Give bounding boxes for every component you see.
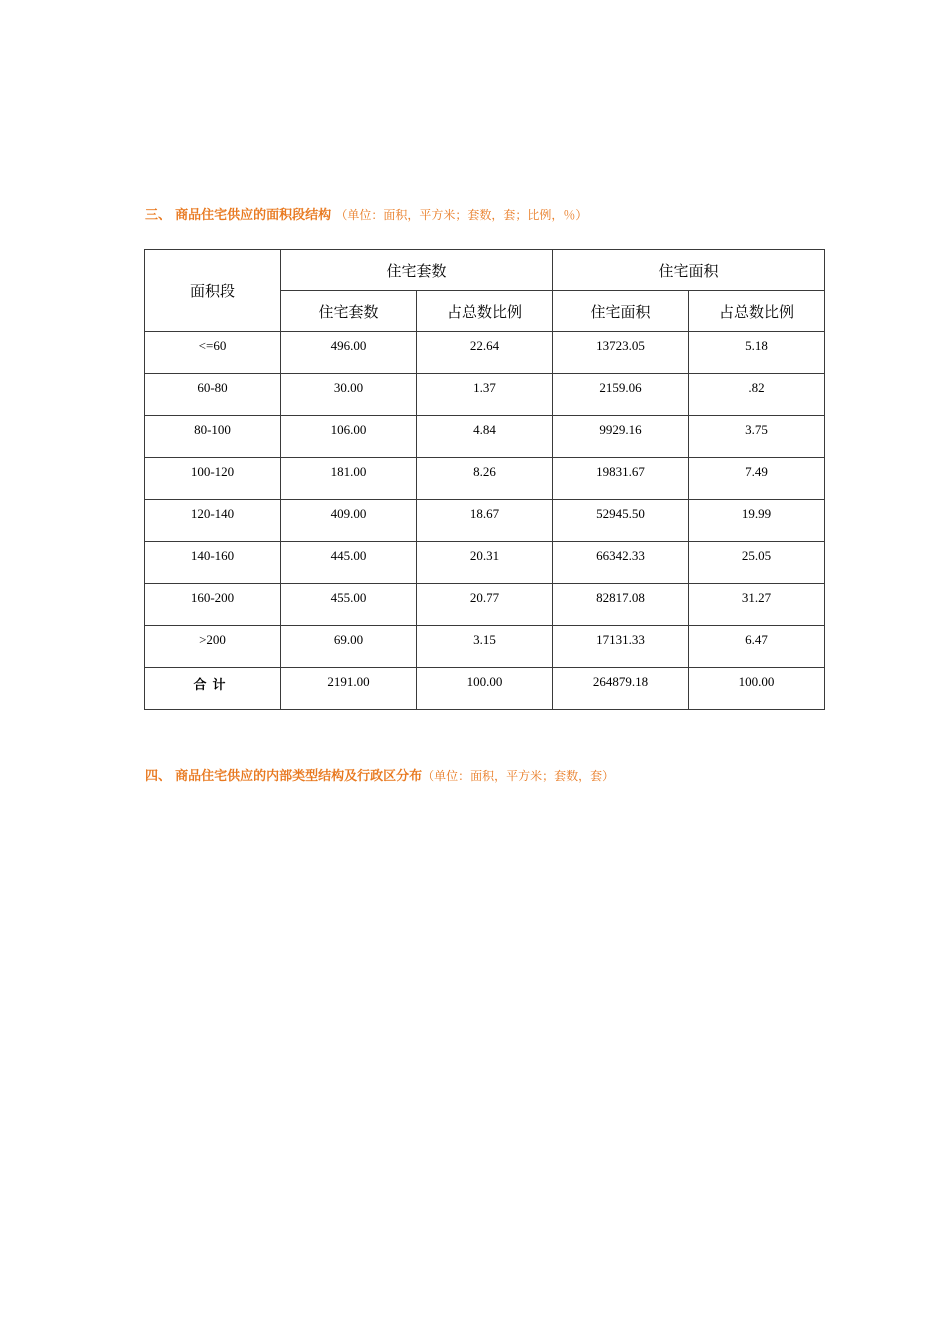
cell-band: 120-140 bbox=[145, 500, 281, 542]
cell-total-area: 264879.18 bbox=[553, 668, 689, 710]
cell-units: 106.00 bbox=[281, 416, 417, 458]
cell-units: 496.00 bbox=[281, 332, 417, 374]
cell-units-ratio: 20.31 bbox=[417, 542, 553, 584]
cell-units-ratio: 22.64 bbox=[417, 332, 553, 374]
table-row bbox=[145, 416, 825, 458]
table-row bbox=[145, 584, 825, 626]
table-total-row bbox=[145, 668, 825, 710]
cell-units: 181.00 bbox=[281, 458, 417, 500]
cell-band: 160-200 bbox=[145, 584, 281, 626]
cell-area-ratio: 5.18 bbox=[689, 332, 825, 374]
cell-band: >200 bbox=[145, 626, 281, 668]
cell-area: 9929.16 bbox=[553, 416, 689, 458]
cell-area: 52945.50 bbox=[553, 500, 689, 542]
table-row bbox=[145, 626, 825, 668]
cell-band: <=60 bbox=[145, 332, 281, 374]
cell-total-units-ratio: 100.00 bbox=[417, 668, 553, 710]
cell-area-ratio: 25.05 bbox=[689, 542, 825, 584]
cell-area-ratio: 31.27 bbox=[689, 584, 825, 626]
cell-units-ratio: 20.77 bbox=[417, 584, 553, 626]
cell-area: 13723.05 bbox=[553, 332, 689, 374]
section-3-number: 三、 bbox=[145, 208, 172, 223]
header-units-ratio: 占总数比例 bbox=[417, 291, 553, 332]
cell-area-ratio: 6.47 bbox=[689, 626, 825, 668]
cell-band: 100-120 bbox=[145, 458, 281, 500]
cell-area-ratio: 7.49 bbox=[689, 458, 825, 500]
section-3-heading bbox=[145, 204, 587, 223]
cell-total-area-ratio: 100.00 bbox=[689, 668, 825, 710]
area-band-table bbox=[144, 249, 825, 710]
section-4-heading bbox=[145, 765, 614, 784]
table-row bbox=[145, 542, 825, 584]
cell-band: 80-100 bbox=[145, 416, 281, 458]
cell-area-ratio: .82 bbox=[689, 374, 825, 416]
cell-area: 2159.06 bbox=[553, 374, 689, 416]
cell-units-ratio: 3.15 bbox=[417, 626, 553, 668]
cell-units-ratio: 1.37 bbox=[417, 374, 553, 416]
cell-area: 17131.33 bbox=[553, 626, 689, 668]
cell-units: 455.00 bbox=[281, 584, 417, 626]
section-4-number: 四、 bbox=[145, 769, 172, 784]
cell-units-ratio: 18.67 bbox=[417, 500, 553, 542]
section-3-unit-note: （单位：面积，平方米；套数，套；比例，％） bbox=[335, 208, 588, 222]
table-row bbox=[145, 458, 825, 500]
cell-area: 66342.33 bbox=[553, 542, 689, 584]
cell-units: 30.00 bbox=[281, 374, 417, 416]
cell-area: 19831.67 bbox=[553, 458, 689, 500]
cell-area-ratio: 3.75 bbox=[689, 416, 825, 458]
header-units: 住宅套数 bbox=[281, 291, 417, 332]
cell-area: 82817.08 bbox=[553, 584, 689, 626]
header-units-group: 住宅套数 bbox=[281, 250, 553, 291]
cell-units: 409.00 bbox=[281, 500, 417, 542]
header-area: 住宅面积 bbox=[553, 291, 689, 332]
header-area-ratio: 占总数比例 bbox=[689, 291, 825, 332]
section-4-unit-note: （单位：面积，平方米；套数，套） bbox=[422, 769, 615, 783]
table-row bbox=[145, 332, 825, 374]
cell-units-ratio: 8.26 bbox=[417, 458, 553, 500]
cell-band: 140-160 bbox=[145, 542, 281, 584]
header-area-group: 住宅面积 bbox=[553, 250, 825, 291]
cell-units: 69.00 bbox=[281, 626, 417, 668]
header-area-band: 面积段 bbox=[145, 250, 281, 332]
cell-total-label: 合计 bbox=[145, 668, 281, 710]
cell-units-ratio: 4.84 bbox=[417, 416, 553, 458]
cell-total-units: 2191.00 bbox=[281, 668, 417, 710]
cell-band: 60-80 bbox=[145, 374, 281, 416]
table-row bbox=[145, 500, 825, 542]
section-3-title: 商品住宅供应的面积段结构 bbox=[175, 208, 332, 223]
section-4-title: 商品住宅供应的内部类型结构及行政区分布 bbox=[175, 769, 423, 784]
cell-area-ratio: 19.99 bbox=[689, 500, 825, 542]
cell-units: 445.00 bbox=[281, 542, 417, 584]
table-row bbox=[145, 374, 825, 416]
